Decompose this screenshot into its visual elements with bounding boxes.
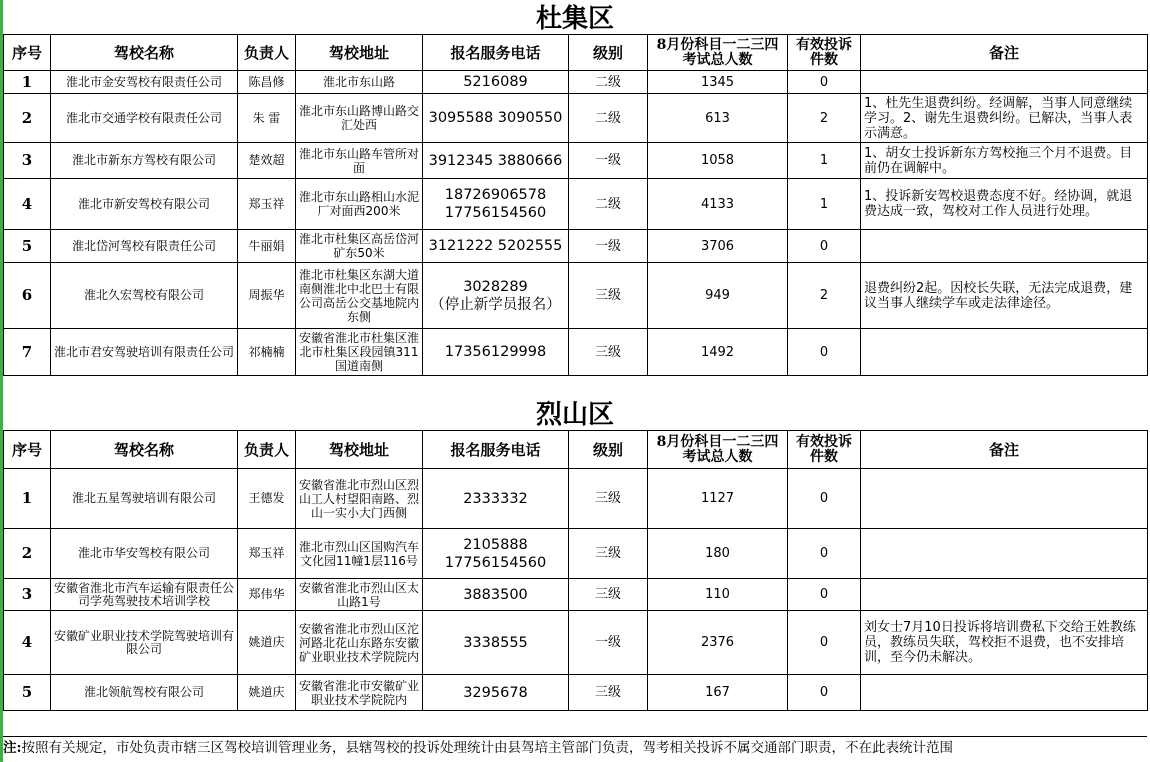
table-row xyxy=(4,579,1148,611)
complaint-count[interactable]: 0 xyxy=(788,71,861,94)
enroll-phone[interactable]: 3295678 xyxy=(423,675,569,711)
exam-count[interactable]: 1127 xyxy=(648,469,788,529)
table-row xyxy=(4,143,1148,179)
enroll-phone[interactable]: 18726906578 17756154560 xyxy=(423,179,569,230)
school-name[interactable]: 淮北领航驾校有限公司 xyxy=(51,675,238,711)
exam-count[interactable]: 613 xyxy=(648,94,788,143)
table-row xyxy=(4,329,1148,376)
row-seq[interactable]: 3 xyxy=(4,143,51,179)
enroll-phone[interactable]: 5216089 xyxy=(423,71,569,94)
remarks[interactable]: 1、杜先生退费纠纷。经调解，当事人同意继续学习。2、谢先生退费纠纷。已解决，当事人表示满意。 xyxy=(861,94,1148,143)
table-row xyxy=(4,179,1148,230)
enroll-phone[interactable]: 3121222 5202555 xyxy=(423,230,569,263)
header-remarks: 备注 xyxy=(861,431,1148,469)
enroll-phone[interactable]: 2333332 xyxy=(423,469,569,529)
complaint-count[interactable]: 0 xyxy=(788,329,861,376)
school-address[interactable]: 安徽省淮北市杜集区淮北市杜集区段园镇311国道南侧 xyxy=(296,329,423,376)
manager-name[interactable]: 王德发 xyxy=(238,469,296,529)
school-name[interactable]: 安徽矿业职业技术学院驾驶培训有限公司 xyxy=(51,611,238,675)
table-row xyxy=(4,94,1148,143)
exam-count[interactable]: 1058 xyxy=(648,143,788,179)
school-name[interactable]: 淮北市金安驾校有限责任公司 xyxy=(51,71,238,94)
manager-name[interactable]: 祁楠楠 xyxy=(238,329,296,376)
remarks[interactable] xyxy=(861,230,1148,263)
school-level[interactable]: 三级 xyxy=(569,675,648,711)
school-address[interactable]: 淮北市东山路车管所对面 xyxy=(296,143,423,179)
school-name[interactable]: 淮北市交通学校有限责任公司 xyxy=(51,94,238,143)
header-seq: 序号 xyxy=(4,431,51,469)
header-seq: 序号 xyxy=(4,35,51,71)
exam-count[interactable]: 110 xyxy=(648,579,788,611)
school-level[interactable]: 二级 xyxy=(569,179,648,230)
row-seq[interactable]: 1 xyxy=(4,469,51,529)
school-level[interactable]: 三级 xyxy=(569,329,648,376)
school-level[interactable]: 二级 xyxy=(569,94,648,143)
manager-name[interactable]: 郑伟华 xyxy=(238,579,296,611)
header-manager: 负责人 xyxy=(238,431,296,469)
row-seq[interactable]: 4 xyxy=(4,179,51,230)
complaint-count[interactable]: 0 xyxy=(788,675,861,711)
school-address[interactable]: 淮北市东山路相山水泥厂对面西200米 xyxy=(296,179,423,230)
complaint-count[interactable]: 0 xyxy=(788,529,861,579)
school-level[interactable]: 三级 xyxy=(569,469,648,529)
row-seq[interactable]: 2 xyxy=(4,94,51,143)
complaint-count[interactable]: 1 xyxy=(788,143,861,179)
school-name[interactable]: 淮北市华安驾校有限公司 xyxy=(51,529,238,579)
enroll-phone[interactable]: 3095588 3090550 xyxy=(423,94,569,143)
remarks[interactable]: 1、胡女士投诉新东方驾校拖三个月不退费。目前仍在调解中。 xyxy=(861,143,1148,179)
header-complaints: 有效投诉件数 xyxy=(788,431,861,469)
table-row xyxy=(4,529,1148,579)
school-level[interactable]: 一级 xyxy=(569,611,648,675)
complaint-count[interactable]: 2 xyxy=(788,94,861,143)
school-address[interactable]: 淮北市烈山区国购汽车文化园11幢1层116号 xyxy=(296,529,423,579)
complaint-count[interactable]: 0 xyxy=(788,579,861,611)
school-address[interactable]: 淮北市东山路 xyxy=(296,71,423,94)
school-address[interactable]: 安徽省淮北市烈山区沱河路北花山东路东安徽矿业职业技术学院院内 xyxy=(296,611,423,675)
table-row xyxy=(4,71,1148,94)
complaint-count[interactable]: 1 xyxy=(788,179,861,230)
header-exam-count: 8月份科目一二三四考试总人数 xyxy=(648,431,788,469)
school-level[interactable]: 一级 xyxy=(569,230,648,263)
row-seq[interactable]: 4 xyxy=(4,611,51,675)
school-name[interactable]: 淮北五星驾驶培训有限公司 xyxy=(51,469,238,529)
header-address: 驾校地址 xyxy=(296,35,423,71)
row-seq[interactable]: 1 xyxy=(4,71,51,94)
school-level[interactable]: 三级 xyxy=(569,579,648,611)
table-header-row xyxy=(4,431,1148,469)
table-row xyxy=(4,469,1148,529)
footer-label: 注: xyxy=(3,740,22,756)
enroll-phone[interactable]: 3338555 xyxy=(423,611,569,675)
district-table xyxy=(3,430,1148,711)
header-phone: 报名服务电话 xyxy=(423,431,569,469)
table-row xyxy=(4,611,1148,675)
school-address[interactable]: 安徽省淮北市烈山区烈山工人村望阳南路、烈山一实小大门西侧 xyxy=(296,469,423,529)
table-row xyxy=(4,263,1148,329)
remarks[interactable] xyxy=(861,579,1148,611)
manager-name[interactable]: 楚效超 xyxy=(238,143,296,179)
table-header-row xyxy=(4,35,1148,71)
row-seq[interactable]: 5 xyxy=(4,675,51,711)
enroll-phone[interactable]: 3028289 （停止新学员报名） xyxy=(423,263,569,329)
footer-text: 按照有关规定，市处负责市辖三区驾校培训管理业务，县辖驾校的投诉处理统计由县驾培主管部门负责，驾考相关投诉不属交通部门职责，不在此表统计范围 xyxy=(21,740,953,756)
exam-count[interactable]: 2376 xyxy=(648,611,788,675)
exam-count[interactable]: 180 xyxy=(648,529,788,579)
district-table xyxy=(3,34,1148,376)
remarks[interactable]: 退费纠纷2起。因校长失联，无法完成退费，建议当事人继续学车或走法律途径。 xyxy=(861,263,1148,329)
exam-count[interactable]: 1492 xyxy=(648,329,788,376)
school-level[interactable]: 三级 xyxy=(569,529,648,579)
manager-name[interactable]: 周振华 xyxy=(238,263,296,329)
school-address[interactable]: 淮北市杜集区高岳岱河矿东50米 xyxy=(296,230,423,263)
school-name[interactable]: 淮北岱河驾校有限责任公司 xyxy=(51,230,238,263)
exam-count[interactable]: 4133 xyxy=(648,179,788,230)
school-name[interactable]: 淮北市君安驾驶培训有限责任公司 xyxy=(51,329,238,376)
row-seq[interactable]: 5 xyxy=(4,230,51,263)
manager-name[interactable]: 陈昌修 xyxy=(238,71,296,94)
enroll-phone[interactable]: 2105888 17756154560 xyxy=(423,529,569,579)
manager-name[interactable]: 朱 雷 xyxy=(238,94,296,143)
school-address[interactable]: 安徽省淮北市安徽矿业职业技术学院院内 xyxy=(296,675,423,711)
header-remarks: 备注 xyxy=(861,35,1148,71)
district-title: 烈山区 xyxy=(535,400,614,430)
header-level: 级别 xyxy=(569,35,648,71)
footer-note xyxy=(3,736,1147,759)
enroll-phone[interactable]: 3912345 3880666 xyxy=(423,143,569,179)
school-name[interactable]: 淮北市新东方驾校有限公司 xyxy=(51,143,238,179)
header-school-name: 驾校名称 xyxy=(51,431,238,469)
enroll-phone[interactable]: 3883500 xyxy=(423,579,569,611)
manager-name[interactable]: 郑玉祥 xyxy=(238,529,296,579)
row-seq[interactable]: 6 xyxy=(4,263,51,329)
header-level: 级别 xyxy=(569,431,648,469)
remarks[interactable]: 刘女士7月10日投诉将培训费私下交给王姓教练员，教练员失联，驾校拒不退费，也不安排培训，至今仍未解决。 xyxy=(861,611,1148,675)
remarks[interactable] xyxy=(861,469,1148,529)
school-name[interactable]: 安徽省淮北市汽车运输有限责任公司学苑驾驶技术培训学校 xyxy=(51,579,238,611)
exam-count[interactable]: 167 xyxy=(648,675,788,711)
row-seq[interactable]: 3 xyxy=(4,579,51,611)
header-address: 驾校地址 xyxy=(296,431,423,469)
complaint-count[interactable]: 0 xyxy=(788,230,861,263)
school-address[interactable]: 淮北市杜集区东湖大道南侧淮北中北巴士有限公司高岳公交基地院内东侧 xyxy=(296,263,423,329)
remarks[interactable] xyxy=(861,71,1148,94)
manager-name[interactable]: 姚道庆 xyxy=(238,675,296,711)
row-seq[interactable]: 7 xyxy=(4,329,51,376)
school-name[interactable]: 淮北市新安驾校有限公司 xyxy=(51,179,238,230)
remarks[interactable] xyxy=(861,675,1148,711)
school-name[interactable]: 淮北久宏驾校有限公司 xyxy=(51,263,238,329)
complaint-count[interactable]: 0 xyxy=(788,469,861,529)
manager-name[interactable]: 牛丽娟 xyxy=(238,230,296,263)
header-manager: 负责人 xyxy=(238,35,296,71)
school-address[interactable]: 淮北市东山路博山路交汇处西 xyxy=(296,94,423,143)
school-address[interactable]: 安徽省淮北市烈山区太山路1号 xyxy=(296,579,423,611)
table-row xyxy=(4,230,1148,263)
district-title: 杜集区 xyxy=(535,4,614,34)
enroll-phone[interactable]: 17356129998 xyxy=(423,329,569,376)
header-complaints: 有效投诉件数 xyxy=(788,35,861,71)
header-school-name: 驾校名称 xyxy=(51,35,238,71)
manager-name[interactable]: 郑玉祥 xyxy=(238,179,296,230)
school-level[interactable]: 三级 xyxy=(569,263,648,329)
exam-count[interactable]: 949 xyxy=(648,263,788,329)
remarks[interactable] xyxy=(861,329,1148,376)
spreadsheet xyxy=(3,0,1147,711)
header-phone: 报名服务电话 xyxy=(423,35,569,71)
school-level[interactable]: 一级 xyxy=(569,143,648,179)
complaint-count[interactable]: 2 xyxy=(788,263,861,329)
school-level[interactable]: 二级 xyxy=(569,71,648,94)
complaint-count[interactable]: 0 xyxy=(788,611,861,675)
exam-count[interactable]: 1345 xyxy=(648,71,788,94)
row-seq[interactable]: 2 xyxy=(4,529,51,579)
exam-count[interactable]: 3706 xyxy=(648,230,788,263)
table-row xyxy=(4,675,1148,711)
remarks[interactable]: 1、投诉新安驾校退费态度不好。经协调，就退费达成一致，驾校对工作人员进行处理。 xyxy=(861,179,1148,230)
header-exam-count: 8月份科目一二三四考试总人数 xyxy=(648,35,788,71)
remarks[interactable] xyxy=(861,529,1148,579)
manager-name[interactable]: 姚道庆 xyxy=(238,611,296,675)
